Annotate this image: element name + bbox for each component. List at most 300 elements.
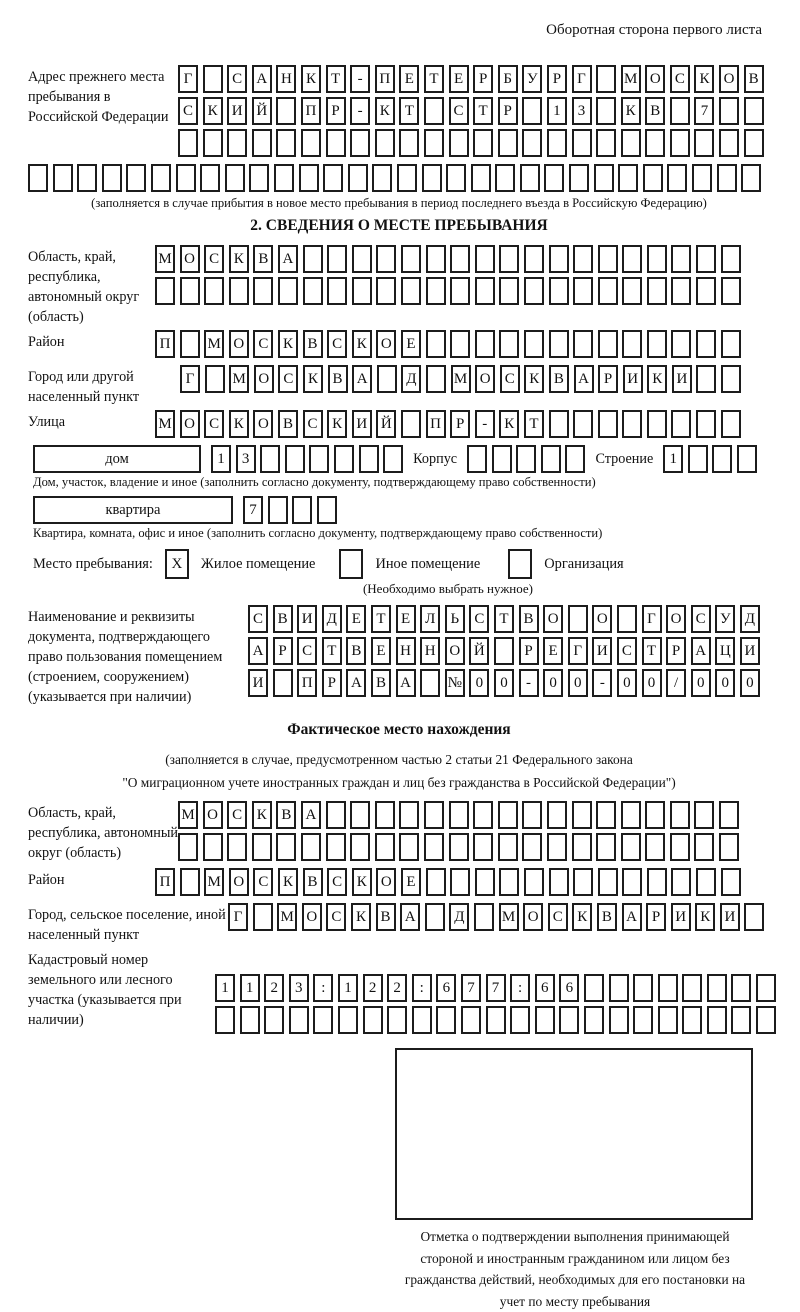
char-cell: В [371,669,391,697]
char-cell [719,129,739,157]
char-row [211,445,403,473]
char-row [663,445,757,473]
char-cell: К [252,801,272,829]
char-cell: К [278,330,298,358]
char-cell [694,801,714,829]
char-cell [350,833,370,861]
kadastr-row [28,948,770,1038]
char-cell [559,1006,579,1034]
char-cell [694,833,714,861]
char-cell [426,330,446,358]
char-cell [126,164,146,192]
char-cell: Н [396,637,416,665]
char-cell: К [229,410,249,438]
char-cell [756,1006,776,1034]
char-cell [264,1006,284,1034]
char-cell [180,868,200,896]
checkbox-inoe [339,549,363,579]
char-cell [375,129,395,157]
char-row [248,637,760,665]
char-cell [292,496,312,524]
char-cell [622,277,642,305]
char-cell [289,1006,309,1034]
oblast-row [28,245,770,327]
char-cell: В [278,410,298,438]
char-cell [622,868,642,896]
kvartira-note: Квартира, комната, офис и иное (заполнить согласно документу, подтверждающему право собственности) [33,526,603,540]
char-cell: К [352,330,372,358]
char-cell [645,833,665,861]
char-cell: А [352,365,372,393]
char-cell [670,833,690,861]
char-cell: Р [519,637,539,665]
char-cell [719,801,739,829]
char-cell [499,330,519,358]
char-cell: 0 [617,669,637,697]
char-cell: О [253,410,273,438]
char-cell: : [313,974,333,1002]
char-cell [436,1006,456,1034]
char-cell [450,330,470,358]
char-cell: И [297,605,317,633]
char-cell: В [303,330,323,358]
char-cell: Р [473,65,493,93]
char-cell: М [155,245,175,273]
char-cell [573,245,593,273]
char-cell [522,833,542,861]
char-row [248,669,760,697]
char-cell [621,833,641,861]
char-cell [278,277,298,305]
char-cell: Т [371,605,391,633]
char-cell [203,65,223,93]
char-cell: Г [572,65,592,93]
char-cell: С [253,330,273,358]
char-cell: И [740,637,760,665]
char-cell [647,410,667,438]
char-cell [622,245,642,273]
char-cell: В [597,903,617,931]
char-cell: - [350,65,370,93]
char-cell [712,445,732,473]
char-cell [524,277,544,305]
char-cell: В [645,97,665,125]
char-cell: К [695,903,715,931]
char-cell: С [670,65,690,93]
raion-label: Район [28,334,65,350]
char-cell: В [273,605,293,633]
char-cell [647,245,667,273]
char-cell [596,833,616,861]
char-cell: 3 [572,97,592,125]
kadastr-label: Кадастровый номер земельного или лесного участка (указывается при наличии) [28,952,182,1028]
char-cell: В [519,605,539,633]
char-cell: К [203,97,223,125]
char-cell: П [301,97,321,125]
char-cell: 2 [264,974,284,1002]
char-cell: Т [494,605,514,633]
char-cell [721,277,741,305]
char-cell [596,65,616,93]
char-cell: С [204,245,224,273]
char-cell [276,97,296,125]
char-row [155,868,741,896]
char-row [178,801,739,829]
char-cell [225,164,245,192]
fact-gorod-row [28,903,770,945]
char-cell: О [180,410,200,438]
char-cell [474,903,494,931]
char-cell: К [352,868,372,896]
char-cell [424,833,444,861]
fact-raion-label: Район [28,872,65,888]
char-cell [621,129,641,157]
char-cell: А [691,637,711,665]
char-cell [692,164,712,192]
char-cell: 0 [715,669,735,697]
char-cell [598,868,618,896]
char-cell [568,605,588,633]
char-cell [461,1006,481,1034]
char-cell [682,1006,702,1034]
char-cell: О [229,868,249,896]
char-cell [471,164,491,192]
char-cell [510,1006,530,1034]
char-cell: 0 [568,669,588,697]
char-cell [622,330,642,358]
char-cell [741,164,761,192]
char-cell [688,445,708,473]
char-cell [326,129,346,157]
char-cell [475,868,495,896]
char-cell [401,410,421,438]
char-cell: - [350,97,370,125]
char-cell [348,164,368,192]
mesto-note: (Необходимо выбрать нужное) [362,581,534,596]
char-cell: О [475,365,495,393]
char-cell [549,410,569,438]
char-cell [449,129,469,157]
char-cell: Е [399,65,419,93]
char-cell [372,164,392,192]
char-cell [359,445,379,473]
char-cell: С [204,410,224,438]
char-cell: С [500,365,520,393]
char-cell: Г [180,365,200,393]
char-cell [696,868,716,896]
char-cell: Т [473,97,493,125]
char-cell [573,330,593,358]
char-cell: К [621,97,641,125]
char-cell [547,833,567,861]
char-cell: И [623,365,643,393]
char-cell [524,330,544,358]
char-cell [77,164,97,192]
char-cell [572,801,592,829]
char-cell [544,164,564,192]
char-cell [598,245,618,273]
char-cell: Б [498,65,518,93]
char-cell [273,669,293,697]
char-cell: 0 [642,669,662,697]
char-cell: К [303,365,323,393]
char-row [228,903,764,931]
char-cell [499,277,519,305]
char-cell [426,868,446,896]
char-cell [450,868,470,896]
char-cell: Е [543,637,563,665]
char-cell [670,129,690,157]
char-cell [549,330,569,358]
char-cell [596,97,616,125]
char-cell [178,129,198,157]
char-cell: К [524,365,544,393]
prev-address-section [28,65,770,161]
char-cell [670,801,690,829]
mesto-label: Место пребывания: [33,555,153,572]
char-cell: С [327,330,347,358]
char-row [178,833,739,861]
char-cell [227,833,247,861]
char-cell [338,1006,358,1034]
prev-address-note: (заполняется в случае прибытия в новое место пребывания в период последнего въезда в Российскую Федерацию) [91,196,707,210]
char-cell: К [351,903,371,931]
char-cell [744,129,764,157]
char-cell [549,245,569,273]
char-cell: К [375,97,395,125]
char-cell: И [352,410,372,438]
stamp-caption: Отметка о подтверждении выполнения принимающей стороной и иностранным гражданином или лицом без гражданства действий, необходимых для его постановки на учет по месту пребывания [404,1229,746,1309]
char-cell [253,277,273,305]
char-cell [200,164,220,192]
char-cell: О [203,801,223,829]
char-cell: В [303,868,323,896]
char-cell [317,496,337,524]
char-cell [420,669,440,697]
char-cell: Т [322,637,342,665]
char-cell [299,164,319,192]
option-zhiloe-label: Жилое помещение [200,555,316,572]
char-cell: Р [450,410,470,438]
char-cell: У [715,605,735,633]
char-cell: С [469,605,489,633]
char-cell [301,129,321,157]
kvartira-box: квартира [33,496,233,524]
page-title: Оборотная сторона первого листа [546,22,762,38]
char-cell [203,129,223,157]
fact-oblast-grid [178,801,739,865]
char-cell: С [617,637,637,665]
char-cell: М [621,65,641,93]
char-cell [313,1006,333,1034]
char-row [28,164,770,192]
char-cell [596,801,616,829]
char-cell [598,277,618,305]
char-cell: О [592,605,612,633]
char-cell: В [346,637,366,665]
fact-gorod-label: Город, сельское поселение, иной населенный пункт [28,907,226,943]
char-cell [180,330,200,358]
char-cell: Ц [715,637,735,665]
korpus-label: Корпус [413,451,458,467]
char-cell [744,903,764,931]
char-cell [682,974,702,1002]
char-row [467,445,585,473]
char-cell: С [227,65,247,93]
char-cell [446,164,466,192]
char-cell [426,365,446,393]
char-cell: Е [396,605,416,633]
char-cell: К [301,65,321,93]
char-cell [399,129,419,157]
char-cell: Г [568,637,588,665]
char-cell [721,245,741,273]
char-cell [671,410,691,438]
char-cell: П [426,410,446,438]
char-cell: : [510,974,530,1002]
char-cell: М [277,903,297,931]
char-cell: П [375,65,395,93]
oblast-grid [155,245,741,309]
char-cell: Н [420,637,440,665]
char-cell [499,245,519,273]
char-cell [565,445,585,473]
char-cell: В [253,245,273,273]
char-cell: О [180,245,200,273]
char-cell [426,277,446,305]
char-cell [276,833,296,861]
char-cell [473,801,493,829]
char-cell: Е [401,330,421,358]
char-cell [425,903,445,931]
char-cell [334,445,354,473]
char-cell [151,164,171,192]
char-cell: М [451,365,471,393]
char-cell [719,833,739,861]
char-cell: И [720,903,740,931]
char-cell [205,365,225,393]
char-cell: А [278,245,298,273]
char-cell: М [229,365,249,393]
char-cell: О [719,65,739,93]
char-cell [260,445,280,473]
char-cell [450,277,470,305]
char-cell: 7 [243,496,263,524]
char-cell [647,330,667,358]
ulitsa-row [28,410,770,442]
char-cell [658,974,678,1002]
char-cell: Р [598,365,618,393]
kvartira-row [33,496,770,524]
char-cell [671,330,691,358]
char-cell: Й [469,637,489,665]
char-cell: 2 [363,974,383,1002]
char-cell [424,97,444,125]
char-cell: П [297,669,317,697]
char-cell [473,833,493,861]
char-cell: С [326,903,346,931]
char-cell [178,833,198,861]
char-cell [547,129,567,157]
char-cell [53,164,73,192]
fact-heading: Фактическое место нахождения [287,721,511,738]
char-cell: И [671,903,691,931]
char-cell: С [297,637,317,665]
char-cell [102,164,122,192]
char-cell [524,245,544,273]
char-cell: 1 [211,445,231,473]
char-cell: Д [401,365,421,393]
char-cell: О [445,637,465,665]
char-cell [696,330,716,358]
char-cell [645,801,665,829]
option-organizatsiya-label: Организация [544,555,624,572]
char-cell [401,245,421,273]
char-cell [467,445,487,473]
char-cell: Р [322,669,342,697]
char-cell [719,97,739,125]
kadastr-grid [215,948,776,1038]
char-cell [696,245,716,273]
char-cell [475,277,495,305]
stroenie-label: Строение [595,451,654,467]
char-cell: К [572,903,592,931]
char-cell: Т [424,65,444,93]
char-cell: С [248,605,268,633]
char-cell: 6 [535,974,555,1002]
char-cell [375,801,395,829]
char-cell: И [227,97,247,125]
char-cell: 0 [691,669,711,697]
char-cell: М [204,868,224,896]
char-cell [350,801,370,829]
char-cell [721,365,741,393]
char-row [180,365,741,393]
char-cell: Р [498,97,518,125]
char-cell: Е [401,868,421,896]
char-cell [696,277,716,305]
char-cell [731,1006,751,1034]
char-cell: О [229,330,249,358]
char-cell: С [327,868,347,896]
char-cell [376,245,396,273]
char-cell: Й [376,410,396,438]
char-cell [475,245,495,273]
char-cell: 3 [236,445,256,473]
char-cell [535,1006,555,1034]
char-cell [549,277,569,305]
char-row [215,1006,776,1034]
stamp-box [395,1048,753,1220]
char-cell [309,445,329,473]
dom-row [33,445,770,473]
char-cell [717,164,737,192]
char-cell [176,164,196,192]
char-cell: П [155,868,175,896]
char-cell: Р [273,637,293,665]
char-cell [541,445,561,473]
char-cell: С [303,410,323,438]
stamp-area [395,1048,755,1312]
char-cell: В [744,65,764,93]
char-cell [549,868,569,896]
char-cell [401,277,421,305]
char-cell: 7 [461,974,481,1002]
char-cell [573,277,593,305]
char-row [155,245,741,273]
char-cell [670,97,690,125]
char-cell [598,330,618,358]
